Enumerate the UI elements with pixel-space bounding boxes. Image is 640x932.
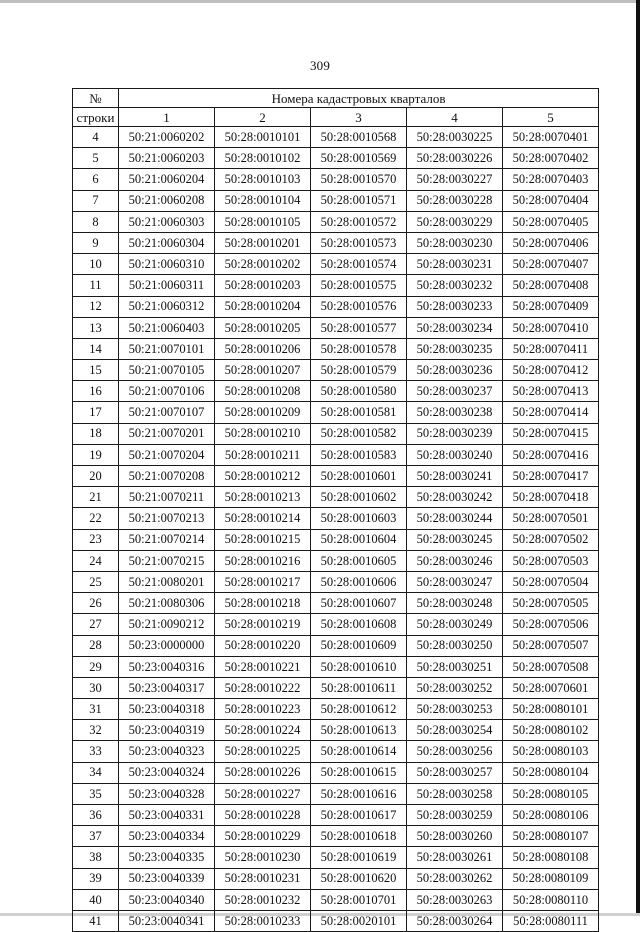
quarter-code-col-5: 50:28:0080101 <box>503 699 599 720</box>
table-row <box>73 402 599 423</box>
quarter-code-col-4: 50:28:0030253 <box>407 699 503 720</box>
quarter-code-col-3: 50:28:0010577 <box>311 317 407 338</box>
quarter-code-col-1: 50:23:0040319 <box>119 720 215 741</box>
quarter-code-col-5: 50:28:0070413 <box>503 381 599 402</box>
row-number: 11 <box>73 275 119 296</box>
row-number: 14 <box>73 338 119 359</box>
quarter-code-col-1: 50:23:0040340 <box>119 889 215 910</box>
quarter-code-col-3: 50:28:0010576 <box>311 296 407 317</box>
row-number: 35 <box>73 783 119 804</box>
row-number: 19 <box>73 444 119 465</box>
quarter-code-col-3: 50:28:0010578 <box>311 338 407 359</box>
quarter-code-col-5: 50:28:0070503 <box>503 550 599 571</box>
quarter-code-col-1: 50:21:0070106 <box>119 381 215 402</box>
quarter-code-col-2: 50:28:0010228 <box>215 805 311 826</box>
quarter-code-col-4: 50:28:0030249 <box>407 614 503 635</box>
quarter-code-col-3: 50:28:0010613 <box>311 720 407 741</box>
quarter-code-col-3: 50:28:0010573 <box>311 232 407 253</box>
quarter-code-col-2: 50:28:0010209 <box>215 402 311 423</box>
table-row <box>73 338 599 359</box>
header-column-3: 3 <box>311 108 407 127</box>
quarter-code-col-2: 50:28:0010211 <box>215 444 311 465</box>
row-number: 36 <box>73 805 119 826</box>
quarter-code-col-5: 50:28:0070418 <box>503 487 599 508</box>
quarter-code-col-3: 50:28:0010606 <box>311 571 407 592</box>
quarter-code-col-4: 50:28:0030234 <box>407 317 503 338</box>
quarter-code-col-2: 50:28:0010201 <box>215 232 311 253</box>
quarter-code-col-4: 50:28:0030262 <box>407 868 503 889</box>
quarter-code-col-1: 50:23:0040331 <box>119 805 215 826</box>
quarter-code-col-2: 50:28:0010231 <box>215 868 311 889</box>
quarter-code-col-3: 50:28:0010570 <box>311 169 407 190</box>
quarter-code-col-5: 50:28:0070501 <box>503 508 599 529</box>
quarter-code-col-1: 50:23:0040335 <box>119 847 215 868</box>
quarter-code-col-2: 50:28:0010218 <box>215 593 311 614</box>
row-number: 13 <box>73 317 119 338</box>
quarter-code-col-2: 50:28:0010204 <box>215 296 311 317</box>
row-number: 41 <box>73 910 119 931</box>
quarter-code-col-3: 50:28:0010618 <box>311 826 407 847</box>
table-row <box>73 232 599 253</box>
quarter-code-col-5: 50:28:0070506 <box>503 614 599 635</box>
header-column-1: 1 <box>119 108 215 127</box>
quarter-code-col-3: 50:28:0010612 <box>311 699 407 720</box>
quarter-code-col-4: 50:28:0030236 <box>407 360 503 381</box>
table-row <box>73 275 599 296</box>
quarter-code-col-1: 50:21:0070214 <box>119 529 215 550</box>
table-row <box>73 656 599 677</box>
quarter-code-col-5: 50:28:0070507 <box>503 635 599 656</box>
quarter-code-col-2: 50:28:0010233 <box>215 910 311 931</box>
table-row <box>73 889 599 910</box>
quarter-code-col-3: 50:28:0010602 <box>311 487 407 508</box>
header-row-group <box>73 89 599 108</box>
quarter-code-col-2: 50:28:0010213 <box>215 487 311 508</box>
quarter-code-col-4: 50:28:0030259 <box>407 805 503 826</box>
quarter-code-col-5: 50:28:0070402 <box>503 148 599 169</box>
quarter-code-col-3: 50:28:0010611 <box>311 677 407 698</box>
cadastral-quarters-table <box>72 88 599 932</box>
row-number: 39 <box>73 868 119 889</box>
quarter-code-col-2: 50:28:0010222 <box>215 677 311 698</box>
quarter-code-col-5: 50:28:0070502 <box>503 529 599 550</box>
quarter-code-col-5: 50:28:0070417 <box>503 466 599 487</box>
table-row <box>73 148 599 169</box>
quarter-code-col-2: 50:28:0010105 <box>215 211 311 232</box>
quarter-code-col-1: 50:21:0060202 <box>119 127 215 148</box>
row-number: 38 <box>73 847 119 868</box>
table-row <box>73 444 599 465</box>
quarter-code-col-2: 50:28:0010223 <box>215 699 311 720</box>
quarter-code-col-2: 50:28:0010101 <box>215 127 311 148</box>
quarter-code-col-3: 50:28:0010701 <box>311 889 407 910</box>
row-number: 27 <box>73 614 119 635</box>
header-column-4: 4 <box>407 108 503 127</box>
quarter-code-col-2: 50:28:0010232 <box>215 889 311 910</box>
quarter-code-col-4: 50:28:0030235 <box>407 338 503 359</box>
row-number: 37 <box>73 826 119 847</box>
quarter-code-col-3: 50:28:0010582 <box>311 423 407 444</box>
table-row <box>73 910 599 931</box>
quarter-code-col-5: 50:28:0070505 <box>503 593 599 614</box>
quarter-code-col-3: 50:28:0010604 <box>311 529 407 550</box>
quarter-code-col-1: 50:23:0040339 <box>119 868 215 889</box>
quarter-code-col-4: 50:28:0030228 <box>407 190 503 211</box>
table-row <box>73 466 599 487</box>
quarter-code-col-3: 50:28:0010579 <box>311 360 407 381</box>
quarter-code-col-3: 50:28:0010574 <box>311 254 407 275</box>
quarter-code-col-4: 50:28:0030257 <box>407 762 503 783</box>
table-row <box>73 423 599 444</box>
quarter-code-col-1: 50:23:0040328 <box>119 783 215 804</box>
quarter-code-col-2: 50:28:0010206 <box>215 338 311 359</box>
row-number: 20 <box>73 466 119 487</box>
quarter-code-col-3: 50:28:0010617 <box>311 805 407 826</box>
row-number: 26 <box>73 593 119 614</box>
quarter-code-col-4: 50:28:0030241 <box>407 466 503 487</box>
quarter-code-col-4: 50:28:0030226 <box>407 148 503 169</box>
row-number: 6 <box>73 169 119 190</box>
table-row <box>73 127 599 148</box>
quarter-code-col-4: 50:28:0030239 <box>407 423 503 444</box>
table-row <box>73 381 599 402</box>
table-row <box>73 805 599 826</box>
quarter-code-col-5: 50:28:0070410 <box>503 317 599 338</box>
table-row <box>73 720 599 741</box>
quarter-code-col-5: 50:28:0080103 <box>503 741 599 762</box>
table-row <box>73 635 599 656</box>
table-row <box>73 317 599 338</box>
table-row <box>73 529 599 550</box>
quarter-code-col-1: 50:21:0080201 <box>119 571 215 592</box>
quarter-code-col-1: 50:21:0070105 <box>119 360 215 381</box>
quarter-code-col-3: 50:28:0010610 <box>311 656 407 677</box>
quarter-code-col-4: 50:28:0030251 <box>407 656 503 677</box>
table-row <box>73 550 599 571</box>
table-row <box>73 741 599 762</box>
quarter-code-col-1: 50:23:0040341 <box>119 910 215 931</box>
quarter-code-col-2: 50:28:0010212 <box>215 466 311 487</box>
quarter-code-col-5: 50:28:0070504 <box>503 571 599 592</box>
quarter-code-col-2: 50:28:0010104 <box>215 190 311 211</box>
quarter-code-col-4: 50:28:0030242 <box>407 487 503 508</box>
quarter-code-col-2: 50:28:0010215 <box>215 529 311 550</box>
quarter-code-col-1: 50:21:0060311 <box>119 275 215 296</box>
quarter-code-col-5: 50:28:0080106 <box>503 805 599 826</box>
quarter-code-col-5: 50:28:0080111 <box>503 910 599 931</box>
table-row <box>73 593 599 614</box>
row-number: 18 <box>73 423 119 444</box>
quarter-code-col-1: 50:23:0000000 <box>119 635 215 656</box>
quarter-code-col-3: 50:28:0010615 <box>311 762 407 783</box>
quarter-code-col-5: 50:28:0070405 <box>503 211 599 232</box>
table-row <box>73 783 599 804</box>
quarter-code-col-3: 50:28:0010609 <box>311 635 407 656</box>
table-header <box>73 89 599 127</box>
quarter-code-col-4: 50:28:0030240 <box>407 444 503 465</box>
quarter-code-col-4: 50:28:0030238 <box>407 402 503 423</box>
quarter-code-col-5: 50:28:0070508 <box>503 656 599 677</box>
quarter-code-col-3: 50:28:0010601 <box>311 466 407 487</box>
quarter-code-col-2: 50:28:0010217 <box>215 571 311 592</box>
row-number: 7 <box>73 190 119 211</box>
quarter-code-col-4: 50:28:0030245 <box>407 529 503 550</box>
row-number: 30 <box>73 677 119 698</box>
quarter-code-col-2: 50:28:0010220 <box>215 635 311 656</box>
quarter-code-col-3: 50:28:0010619 <box>311 847 407 868</box>
quarter-code-col-5: 50:28:0080107 <box>503 826 599 847</box>
quarter-code-col-4: 50:28:0030237 <box>407 381 503 402</box>
quarter-code-col-1: 50:21:0060403 <box>119 317 215 338</box>
row-number: 40 <box>73 889 119 910</box>
quarter-code-col-2: 50:28:0010208 <box>215 381 311 402</box>
quarter-code-col-5: 50:28:0070403 <box>503 169 599 190</box>
quarter-code-col-4: 50:28:0030247 <box>407 571 503 592</box>
quarter-code-col-1: 50:23:0040334 <box>119 826 215 847</box>
table-row <box>73 826 599 847</box>
quarter-code-col-3: 50:28:0010568 <box>311 127 407 148</box>
quarter-code-col-2: 50:28:0010102 <box>215 148 311 169</box>
quarter-code-col-1: 50:21:0070201 <box>119 423 215 444</box>
quarter-code-col-1: 50:21:0070215 <box>119 550 215 571</box>
quarter-code-col-2: 50:28:0010207 <box>215 360 311 381</box>
table-row <box>73 614 599 635</box>
quarter-code-col-1: 50:21:0070213 <box>119 508 215 529</box>
quarter-code-col-4: 50:28:0030244 <box>407 508 503 529</box>
quarter-code-col-5: 50:28:0070409 <box>503 296 599 317</box>
quarter-code-col-2: 50:28:0010219 <box>215 614 311 635</box>
quarter-code-col-4: 50:28:0030248 <box>407 593 503 614</box>
quarter-code-col-3: 50:28:0010603 <box>311 508 407 529</box>
quarter-code-col-5: 50:28:0070406 <box>503 232 599 253</box>
header-group-label: Номера кадастровых кварталов <box>119 89 599 108</box>
quarter-code-col-4: 50:28:0030256 <box>407 741 503 762</box>
quarter-code-col-2: 50:28:0010226 <box>215 762 311 783</box>
quarter-code-col-1: 50:23:0040324 <box>119 762 215 783</box>
quarter-code-col-3: 50:28:0010605 <box>311 550 407 571</box>
quarter-code-col-1: 50:21:0070204 <box>119 444 215 465</box>
table-row <box>73 762 599 783</box>
quarter-code-col-4: 50:28:0030233 <box>407 296 503 317</box>
quarter-code-col-4: 50:28:0030252 <box>407 677 503 698</box>
quarter-code-col-5: 50:28:0070414 <box>503 402 599 423</box>
table-row <box>73 296 599 317</box>
quarter-code-col-1: 50:23:0040323 <box>119 741 215 762</box>
quarter-code-col-2: 50:28:0010214 <box>215 508 311 529</box>
quarter-code-col-2: 50:28:0010205 <box>215 317 311 338</box>
row-number: 22 <box>73 508 119 529</box>
quarter-code-col-2: 50:28:0010210 <box>215 423 311 444</box>
row-number: 21 <box>73 487 119 508</box>
row-number: 24 <box>73 550 119 571</box>
table-row <box>73 571 599 592</box>
quarter-code-col-2: 50:28:0010103 <box>215 169 311 190</box>
quarter-code-col-5: 50:28:0080105 <box>503 783 599 804</box>
quarter-code-col-5: 50:28:0070412 <box>503 360 599 381</box>
quarter-code-col-2: 50:28:0010227 <box>215 783 311 804</box>
row-number: 28 <box>73 635 119 656</box>
table-row <box>73 254 599 275</box>
row-number: 34 <box>73 762 119 783</box>
header-num-label: № <box>73 89 119 108</box>
quarter-code-col-3: 50:28:0010608 <box>311 614 407 635</box>
quarter-code-col-2: 50:28:0010216 <box>215 550 311 571</box>
quarter-code-col-4: 50:28:0030225 <box>407 127 503 148</box>
row-number: 4 <box>73 127 119 148</box>
quarter-code-col-3: 50:28:0010616 <box>311 783 407 804</box>
quarter-code-col-5: 50:28:0070416 <box>503 444 599 465</box>
quarter-code-col-1: 50:23:0040318 <box>119 699 215 720</box>
quarter-code-col-3: 50:28:0010575 <box>311 275 407 296</box>
row-number: 12 <box>73 296 119 317</box>
table-row <box>73 868 599 889</box>
quarter-code-col-4: 50:28:0030258 <box>407 783 503 804</box>
quarter-code-col-2: 50:28:0010225 <box>215 741 311 762</box>
quarter-code-col-3: 50:28:0010571 <box>311 190 407 211</box>
quarter-code-col-3: 50:28:0020101 <box>311 910 407 931</box>
table-row <box>73 169 599 190</box>
row-number: 25 <box>73 571 119 592</box>
quarter-code-col-3: 50:28:0010581 <box>311 402 407 423</box>
quarter-code-col-1: 50:21:0070107 <box>119 402 215 423</box>
quarter-code-col-1: 50:21:0070208 <box>119 466 215 487</box>
quarter-code-col-3: 50:28:0010569 <box>311 148 407 169</box>
quarter-code-col-4: 50:28:0030232 <box>407 275 503 296</box>
quarter-code-col-2: 50:28:0010221 <box>215 656 311 677</box>
quarter-code-col-1: 50:21:0060208 <box>119 190 215 211</box>
quarter-code-col-5: 50:28:0080109 <box>503 868 599 889</box>
quarter-code-col-2: 50:28:0010224 <box>215 720 311 741</box>
header-row-columns <box>73 108 599 127</box>
row-number: 32 <box>73 720 119 741</box>
page-number: 309 <box>309 58 331 73</box>
header-rows-label: строки <box>73 108 119 127</box>
quarter-code-col-4: 50:28:0030231 <box>407 254 503 275</box>
quarter-code-col-2: 50:28:0010230 <box>215 847 311 868</box>
quarter-code-col-3: 50:28:0010607 <box>311 593 407 614</box>
quarter-code-col-2: 50:28:0010202 <box>215 254 311 275</box>
quarter-code-col-5: 50:28:0070404 <box>503 190 599 211</box>
quarter-code-col-4: 50:28:0030229 <box>407 211 503 232</box>
row-number: 5 <box>73 148 119 169</box>
row-number: 23 <box>73 529 119 550</box>
quarter-code-col-1: 50:21:0080306 <box>119 593 215 614</box>
table-row <box>73 487 599 508</box>
quarter-code-col-5: 50:28:0070411 <box>503 338 599 359</box>
quarter-code-col-4: 50:28:0030227 <box>407 169 503 190</box>
quarter-code-col-4: 50:28:0030246 <box>407 550 503 571</box>
table-body <box>73 127 599 932</box>
quarter-code-col-3: 50:28:0010614 <box>311 741 407 762</box>
row-number: 15 <box>73 360 119 381</box>
quarter-code-col-1: 50:23:0040316 <box>119 656 215 677</box>
quarter-code-col-4: 50:28:0030230 <box>407 232 503 253</box>
scan-edge-top <box>0 0 640 3</box>
header-column-5: 5 <box>503 108 599 127</box>
table-row <box>73 677 599 698</box>
quarter-code-col-1: 50:23:0040317 <box>119 677 215 698</box>
quarter-code-col-3: 50:28:0010572 <box>311 211 407 232</box>
table-row <box>73 211 599 232</box>
quarter-code-col-5: 50:28:0080110 <box>503 889 599 910</box>
quarter-code-col-2: 50:28:0010203 <box>215 275 311 296</box>
table-row <box>73 847 599 868</box>
quarter-code-col-4: 50:28:0030264 <box>407 910 503 931</box>
quarter-code-col-3: 50:28:0010620 <box>311 868 407 889</box>
quarter-code-col-1: 50:21:0060310 <box>119 254 215 275</box>
quarter-code-col-5: 50:28:0080104 <box>503 762 599 783</box>
quarter-code-col-1: 50:21:0060304 <box>119 232 215 253</box>
table-row <box>73 699 599 720</box>
quarter-code-col-1: 50:21:0060204 <box>119 169 215 190</box>
row-number: 17 <box>73 402 119 423</box>
quarter-code-col-4: 50:28:0030254 <box>407 720 503 741</box>
row-number: 31 <box>73 699 119 720</box>
quarter-code-col-5: 50:28:0070408 <box>503 275 599 296</box>
quarter-code-col-4: 50:28:0030263 <box>407 889 503 910</box>
quarter-code-col-3: 50:28:0010580 <box>311 381 407 402</box>
quarter-code-col-5: 50:28:0070407 <box>503 254 599 275</box>
quarter-code-col-1: 50:21:0090212 <box>119 614 215 635</box>
quarter-code-col-5: 50:28:0080102 <box>503 720 599 741</box>
quarter-code-col-3: 50:28:0010583 <box>311 444 407 465</box>
row-number: 10 <box>73 254 119 275</box>
quarter-code-col-1: 50:21:0060303 <box>119 211 215 232</box>
quarter-code-col-1: 50:21:0070211 <box>119 487 215 508</box>
quarter-code-col-1: 50:21:0060312 <box>119 296 215 317</box>
quarter-code-col-1: 50:21:0060203 <box>119 148 215 169</box>
quarter-code-col-5: 50:28:0080108 <box>503 847 599 868</box>
row-number: 8 <box>73 211 119 232</box>
quarter-code-col-4: 50:28:0030250 <box>407 635 503 656</box>
quarter-code-col-4: 50:28:0030261 <box>407 847 503 868</box>
quarter-code-col-5: 50:28:0070401 <box>503 127 599 148</box>
table-row <box>73 508 599 529</box>
table-row <box>73 190 599 211</box>
quarter-code-col-1: 50:21:0070101 <box>119 338 215 359</box>
row-number: 29 <box>73 656 119 677</box>
header-column-2: 2 <box>215 108 311 127</box>
quarter-code-col-5: 50:28:0070415 <box>503 423 599 444</box>
row-number: 16 <box>73 381 119 402</box>
quarter-code-col-2: 50:28:0010229 <box>215 826 311 847</box>
table-row <box>73 360 599 381</box>
quarter-code-col-5: 50:28:0070601 <box>503 677 599 698</box>
quarter-code-col-4: 50:28:0030260 <box>407 826 503 847</box>
row-number: 9 <box>73 232 119 253</box>
row-number: 33 <box>73 741 119 762</box>
scan-edge-right <box>636 0 640 916</box>
